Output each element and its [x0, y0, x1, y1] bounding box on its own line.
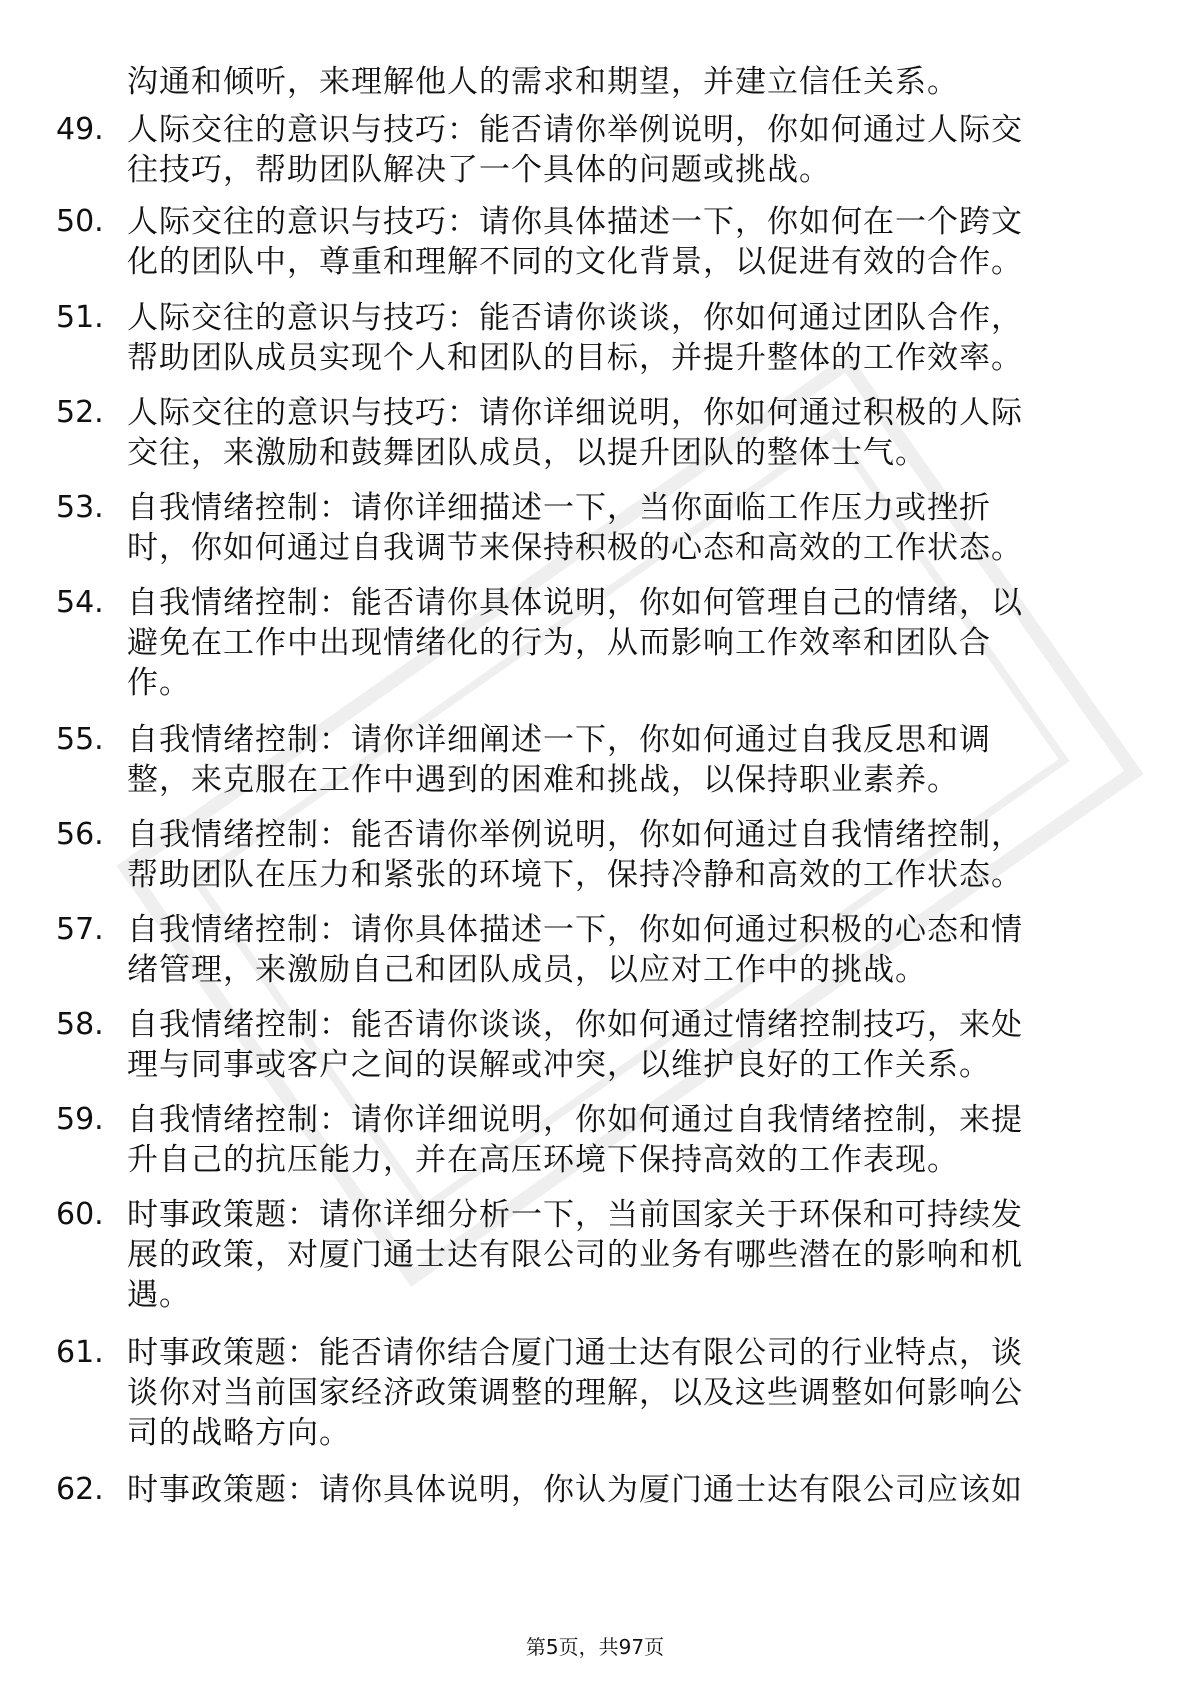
text-line: 自我情绪控制：能否请你具体说明，你如何管理自己的情绪，以 — [127, 585, 1023, 621]
question-number: 57. — [56, 912, 104, 947]
text-line: 往技巧，帮助团队解决了一个具体的问题或挑战。 — [127, 152, 831, 188]
text-line: 帮助团队在压力和紧张的环境下，保持冷静和高效的工作状态。 — [127, 857, 1023, 893]
question-number: 58. — [56, 1007, 104, 1042]
text-line: 整，来克服在工作中遇到的困难和挑战，以保持职业素养。 — [127, 762, 959, 798]
question-text — [127, 583, 1087, 703]
question-number: 59. — [56, 1102, 104, 1137]
question-text — [127, 393, 1087, 473]
page-number: 第5页，共97页 — [525, 1635, 665, 1659]
text-line: 避免在工作中出现情绪化的行为，从而影响工作效率和团队合 — [127, 625, 991, 661]
question-number: 56. — [56, 817, 104, 852]
question-text — [127, 110, 1087, 190]
text-line: 时事政策题：请你具体说明，你认为厦门通士达有限公司应该如 — [127, 1472, 1023, 1508]
question-number: 54. — [56, 585, 104, 620]
text-line: 司的战略方向。 — [127, 1415, 351, 1451]
question-text — [127, 298, 1087, 378]
question-text — [127, 1100, 1087, 1180]
question-number: 61. — [56, 1335, 104, 1370]
text-line: 人际交往的意识与技巧：能否请你谈谈，你如何通过团队合作， — [127, 300, 1023, 336]
question-number: 62. — [56, 1472, 104, 1507]
question-number: 52. — [56, 395, 104, 430]
question-number: 55. — [56, 722, 104, 757]
text-line: 展的政策，对厦门通士达有限公司的业务有哪些潜在的影响和机 — [127, 1237, 1023, 1273]
text-line: 绪管理，来激励自己和团队成员，以应对工作中的挑战。 — [127, 952, 927, 988]
text-line: 帮助团队成员实现个人和团队的目标，并提升整体的工作效率。 — [127, 340, 1023, 376]
text-line: 理与同事或客户之间的误解或冲突，以维护良好的工作关系。 — [127, 1047, 991, 1083]
question-text — [127, 815, 1087, 895]
text-line: 自我情绪控制：能否请你举例说明，你如何通过自我情绪控制， — [127, 817, 1023, 853]
question-text — [127, 488, 1087, 568]
question-text — [127, 1470, 1087, 1510]
text-line: 时，你如何通过自我调节来保持积极的心态和高效的工作状态。 — [127, 530, 1023, 566]
question-number: 50. — [56, 204, 104, 239]
text-line: 自我情绪控制：请你具体描述一下，你如何通过积极的心态和情 — [127, 912, 1023, 948]
question-number: 60. — [56, 1197, 104, 1232]
text-line: 自我情绪控制：能否请你谈谈，你如何通过情绪控制技巧，来处 — [127, 1007, 1023, 1043]
continuation-text: 沟通和倾听，来理解他人的需求和期望，并建立信任关系。 — [127, 64, 959, 100]
text-line: 自我情绪控制：请你详细描述一下，当你面临工作压力或挫折 — [127, 490, 991, 526]
question-text — [127, 1005, 1087, 1085]
text-line: 升自己的抗压能力，并在高压环境下保持高效的工作表现。 — [127, 1142, 959, 1178]
text-line: 人际交往的意识与技巧：能否请你举例说明，你如何通过人际交 — [127, 112, 1023, 148]
question-text — [127, 1333, 1087, 1453]
question-text — [127, 910, 1087, 990]
text-line: 时事政策题：能否请你结合厦门通士达有限公司的行业特点，谈 — [127, 1335, 1023, 1371]
text-line: 交往，来激励和鼓舞团队成员，以提升团队的整体士气。 — [127, 435, 927, 471]
text-line: 人际交往的意识与技巧：请你具体描述一下，你如何在一个跨文 — [127, 204, 1023, 240]
text-line: 化的团队中，尊重和理解不同的文化背景，以促进有效的合作。 — [127, 244, 1023, 280]
question-text — [127, 1195, 1087, 1315]
question-text — [127, 720, 1087, 800]
question-number: 51. — [56, 300, 104, 335]
question-number: 49. — [56, 112, 104, 147]
text-line: 作。 — [127, 665, 191, 701]
text-line: 自我情绪控制：请你详细说明，你如何通过自我情绪控制，来提 — [127, 1102, 1023, 1138]
text-line: 人际交往的意识与技巧：请你详细说明，你如何通过积极的人际 — [127, 395, 1023, 431]
text-line: 自我情绪控制：请你详细阐述一下，你如何通过自我反思和调 — [127, 722, 991, 758]
text-line: 遇。 — [127, 1277, 191, 1313]
question-text — [127, 202, 1087, 282]
text-line: 谈你对当前国家经济政策调整的理解，以及这些调整如何影响公 — [127, 1375, 1023, 1411]
question-number: 53. — [56, 490, 104, 525]
text-line: 时事政策题：请你详细分析一下，当前国家关于环保和可持续发 — [127, 1197, 1023, 1233]
